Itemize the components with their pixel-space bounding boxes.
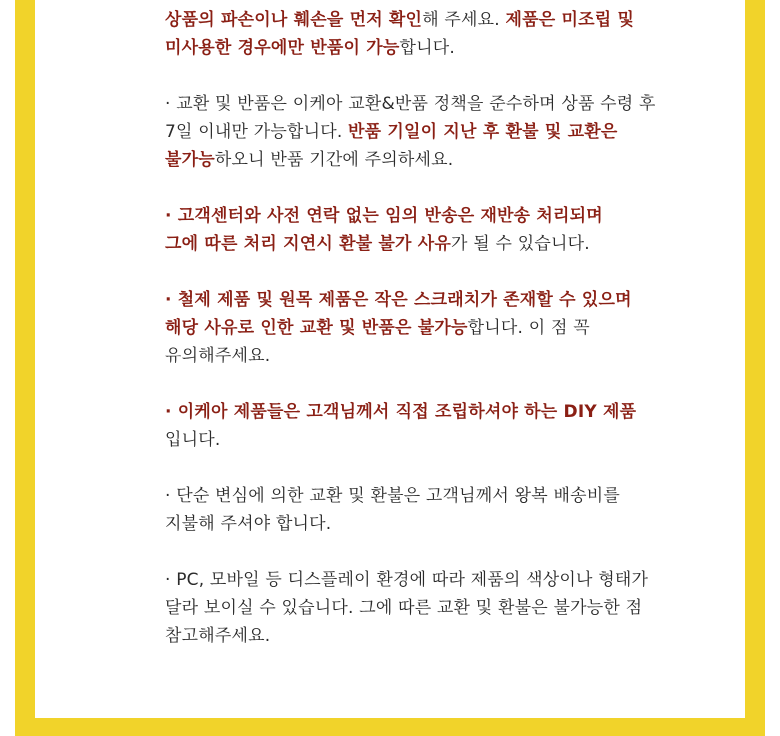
highlight-text: · 고객센터와 사전 연락 없는 임의 반송은 재반송 처리되며 <box>165 206 603 226</box>
body-text: 유의해주세요. <box>165 346 271 366</box>
notice-line <box>165 34 725 62</box>
notice-line <box>165 202 725 230</box>
notice-line <box>165 118 725 146</box>
notice-text <box>165 6 725 650</box>
highlight-text: 상품의 파손이나 훼손을 먼저 확인 <box>165 10 423 30</box>
body-text: 7일 이내만 가능합니다. <box>165 122 349 142</box>
body-text: 지불해 주셔야 합니다. <box>165 514 332 534</box>
paragraph-gap <box>165 454 725 482</box>
notice-line <box>165 622 725 650</box>
highlight-text: 해당 사유로 인한 교환 및 반품은 불가능 <box>165 318 468 338</box>
body-text: 합니다. <box>399 38 455 58</box>
highlight-text: 반품 기일이 지난 후 환불 및 교환은 <box>348 122 618 142</box>
body-text: · 교환 및 반품은 이케아 교환&반품 정책을 준수하며 상품 수령 후 <box>165 94 656 114</box>
paragraph-gap <box>165 370 725 398</box>
notice-panel <box>35 0 745 718</box>
body-text: · PC, 모바일 등 디스플레이 환경에 따라 제품의 색상이나 형태가 <box>165 570 649 590</box>
paragraph-gap <box>165 174 725 202</box>
notice-line <box>165 286 725 314</box>
body-text: · 단순 변심에 의한 교환 및 환불은 고객님께서 왕복 배송비를 <box>165 486 620 506</box>
notice-line <box>165 482 725 510</box>
notice-line <box>165 314 725 342</box>
body-text: 합니다. 이 점 꼭 <box>467 318 590 338</box>
notice-line <box>165 426 725 454</box>
highlight-text: 제품은 미조립 및 <box>505 10 635 30</box>
notice-line <box>165 510 725 538</box>
notice-line <box>165 398 725 426</box>
paragraph-gap <box>165 258 725 286</box>
notice-line <box>165 230 725 258</box>
paragraph-gap <box>165 538 725 566</box>
highlight-text: 불가능 <box>165 150 215 170</box>
notice-line <box>165 90 725 118</box>
body-text: 하오니 반품 기간에 주의하세요. <box>214 150 454 170</box>
body-text: 가 될 수 있습니다. <box>451 234 590 254</box>
notice-line <box>165 594 725 622</box>
notice-line <box>165 566 725 594</box>
highlight-text: 미사용한 경우에만 반품이 가능 <box>165 38 400 58</box>
highlight-text: · 철제 제품 및 원목 제품은 작은 스크래치가 존재할 수 있으며 <box>165 290 632 310</box>
highlight-text: · 이케아 제품들은 고객님께서 직접 조립하셔야 하는 DIY 제품 <box>165 402 637 422</box>
body-text: 참고해주세요. <box>165 626 271 646</box>
highlight-text: 그에 따른 처리 지연시 환불 불가 사유 <box>165 234 452 254</box>
body-text: 해 주세요. <box>422 10 506 30</box>
yellow-frame <box>15 0 765 736</box>
notice-line <box>165 342 725 370</box>
paragraph-gap <box>165 62 725 90</box>
notice-line <box>165 6 725 34</box>
notice-line <box>165 146 725 174</box>
body-text: 입니다. <box>165 430 221 450</box>
body-text: 달라 보이실 수 있습니다. 그에 따른 교환 및 환불은 불가능한 점 <box>165 598 643 618</box>
